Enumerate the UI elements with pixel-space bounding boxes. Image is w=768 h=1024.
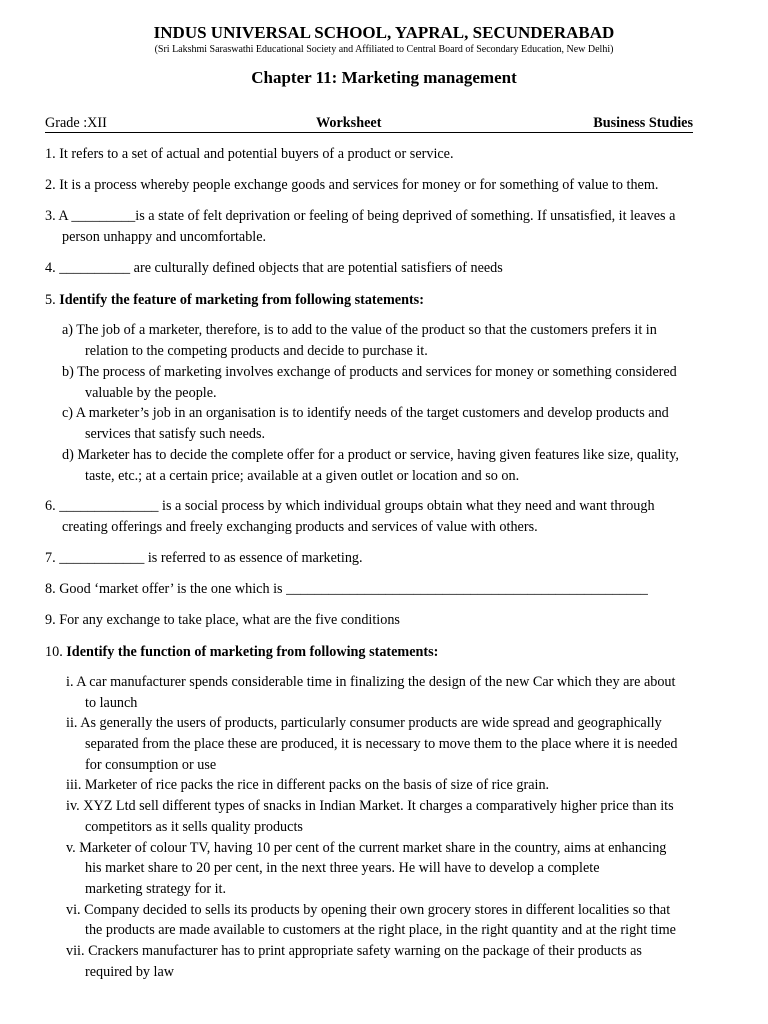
question-5-heading [45,292,424,309]
question-6-line-2: creating offerings and freely exchanging products and services of value with others. [62,519,538,535]
q10-i-line-1: i. A car manufacturer spends considerable time in finalizing the design of the new Car which they are about [66,674,676,690]
q5-d-line-1: d) Marketer has to decide the complete offer for a product or service, having given features like size, quality, [62,447,679,463]
q5-a-line-1: a) The job of a marketer, therefore, is to add to the value of the product so that the customers prefers it in [62,322,657,338]
question-6-line-1: 6. ______________ is a social process by which individual groups obtain what they need and want through [45,498,655,514]
q5-b-line-1: b) The process of marketing involves exchange of products and services for money or something considered [62,364,677,380]
question-10-text: Identify the function of marketing from following statements: [66,644,439,660]
question-4: 4. __________ are culturally defined objects that are potential satisfiers of needs [45,260,503,276]
affiliation-note: (Sri Lakshmi Saraswathi Educational Society and Affiliated to Central Board of Secondary Education, New Delhi) [154,44,614,55]
worksheet-label: Worksheet [316,115,382,131]
q10-iii: iii. Marketer of rice packs the rice in different packs on the basis of size of rice grain. [66,777,550,793]
q10-i-line-2: to launch [85,695,138,711]
q10-ii-line-1: ii. As generally the users of products, particularly consumer products are wide spread and geographically [66,715,662,731]
q10-ii-line-3: for consumption or use [85,757,217,773]
question-10-number: 10. [45,644,67,660]
q5-c-line-1: c) A marketer’s job in an organisation is to identify needs of the target customers and develop products and [62,405,669,421]
q10-ii-line-2: separated from the place these are produced, it is necessary to move them to the place where it is needed [85,736,678,752]
q5-a-line-2: relation to the competing products and decide to purchase it. [85,343,428,359]
q10-iv-line-2: competitors as it sells quality products [85,819,303,835]
question-2: 2. It is a process whereby people exchange goods and services for money or for something of value to them. [45,177,659,193]
chapter-title: Chapter 11: Marketing management [251,68,517,87]
q10-vii-line-2: required by law [85,964,175,980]
grade-label: Grade :XII [45,115,107,131]
q10-vi-line-2: the products are made available to customers at the right place, in the right quantity and at the right time [85,922,676,938]
question-9: 9. For any exchange to take place, what are the five conditions [45,612,400,628]
question-5-number: 5. [45,292,60,308]
q10-vi-line-1: vi. Company decided to sells its products by opening their own grocery stores in different localities so that [66,902,671,918]
school-name: INDUS UNIVERSAL SCHOOL, YAPRAL, SECUNDERABAD [153,23,615,42]
question-10-heading [45,644,438,661]
q10-v-line-2: his market share to 20 per cent, in the next three years. He will have to develop a complete [85,860,600,876]
q10-vii-line-1: vii. Crackers manufacturer has to print appropriate safety warning on the package of their products as [66,943,642,959]
subject-label: Business Studies [593,115,693,131]
question-3-line-2: person unhappy and uncomfortable. [62,229,267,245]
q10-v-line-3: marketing strategy for it. [85,881,227,897]
q10-v-line-1: v. Marketer of colour TV, having 10 per cent of the current market share in the country, aims at enhancing [66,840,667,856]
grade-line [45,115,693,133]
q5-d-line-2: taste, etc.; at a certain price; available at a given outlet or location and so on. [85,468,520,484]
q5-b-line-2: valuable by the people. [85,385,217,401]
question-5-text: Identify the feature of marketing from following statements: [59,292,424,308]
question-7: 7. ____________ is referred to as essence of marketing. [45,550,363,566]
question-3-line-1: 3. A _________is a state of felt deprivation or feeling of being deprived of something. If unsatisfied, it leaves a [45,208,676,224]
question-1: 1. It refers to a set of actual and potential buyers of a product or service. [45,146,454,162]
question-8: 8. Good ‘market offer’ is the one which is ___________________________________________________ [45,581,648,597]
q5-c-line-2: services that satisfy such needs. [85,426,266,442]
q10-iv-line-1: iv. XYZ Ltd sell different types of snacks in Indian Market. It charges a comparatively higher price than its [66,798,674,814]
